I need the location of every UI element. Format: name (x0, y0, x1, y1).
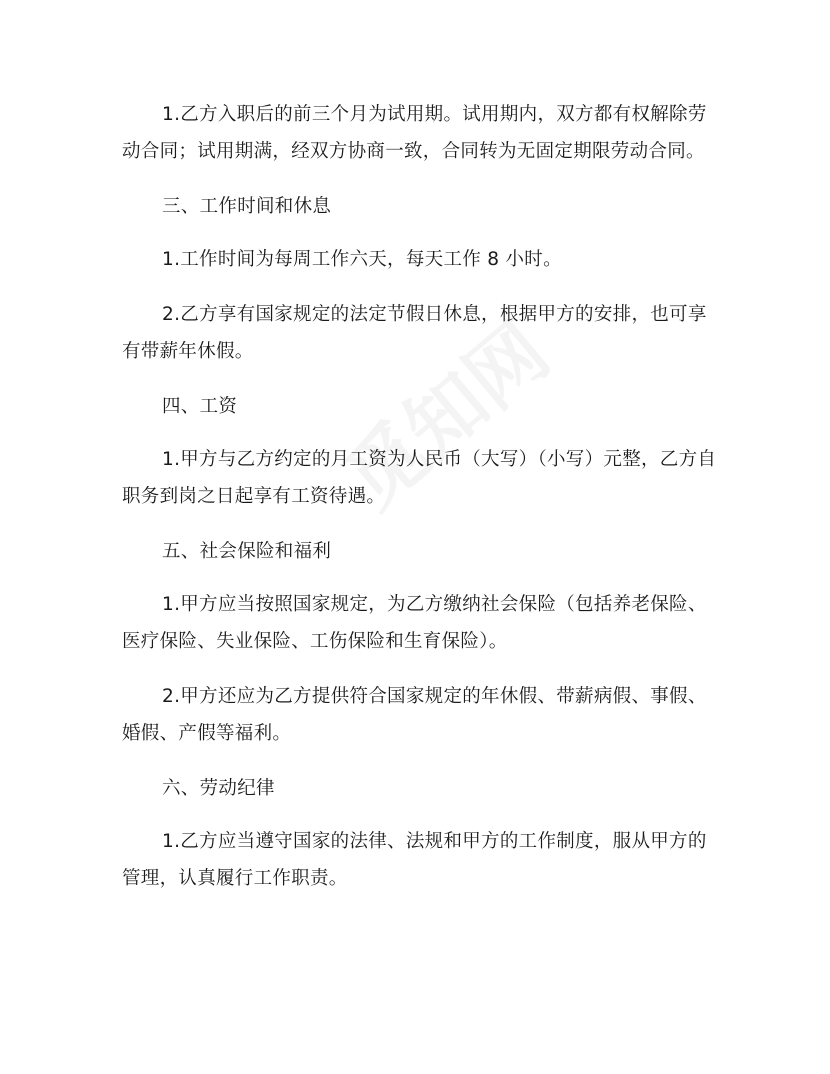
section-heading-wages: 四、工资 (162, 396, 238, 417)
document-body (122, 96, 718, 915)
clause-working-hours: 1.工作时间为每周工作六天，每天工作 8 小时。 (162, 249, 562, 270)
section-heading-discipline: 六、劳动纪律 (162, 778, 275, 799)
section-heading-insurance-welfare: 五、社会保险和福利 (162, 541, 332, 562)
clause-social-insurance: 1.甲方应当按照国家规定，为乙方缴纳社会保险（包括养老保险、医疗保险、失业保险、工伤保险和生育保险）。 (122, 594, 707, 652)
clause-monthly-wage: 1.甲方与乙方约定的月工资为人民币（大写）（小写）元整，乙方自职务到岗之日起享有工资待遇。 (122, 449, 717, 507)
clause-discipline: 1.乙方应当遵守国家的法律、法规和甲方的工作制度，服从甲方的管理，认真履行工作职责。 (122, 831, 707, 889)
section-heading-working-hours: 三、工作时间和休息 (162, 196, 332, 217)
clause-welfare-leave: 2.甲方还应为乙方提供符合国家规定的年休假、带薪病假、事假、婚假、产假等福利。 (122, 686, 707, 744)
clause-probation: 1.乙方入职后的前三个月为试用期。试用期内，双方都有权解除劳动合同；试用期满，经双方协商一致，合同转为无固定期限劳动合同。 (122, 104, 707, 162)
clause-holidays: 2.乙方享有国家规定的法定节假日休息，根据甲方的安排，也可享有带薪年休假。 (122, 304, 707, 362)
